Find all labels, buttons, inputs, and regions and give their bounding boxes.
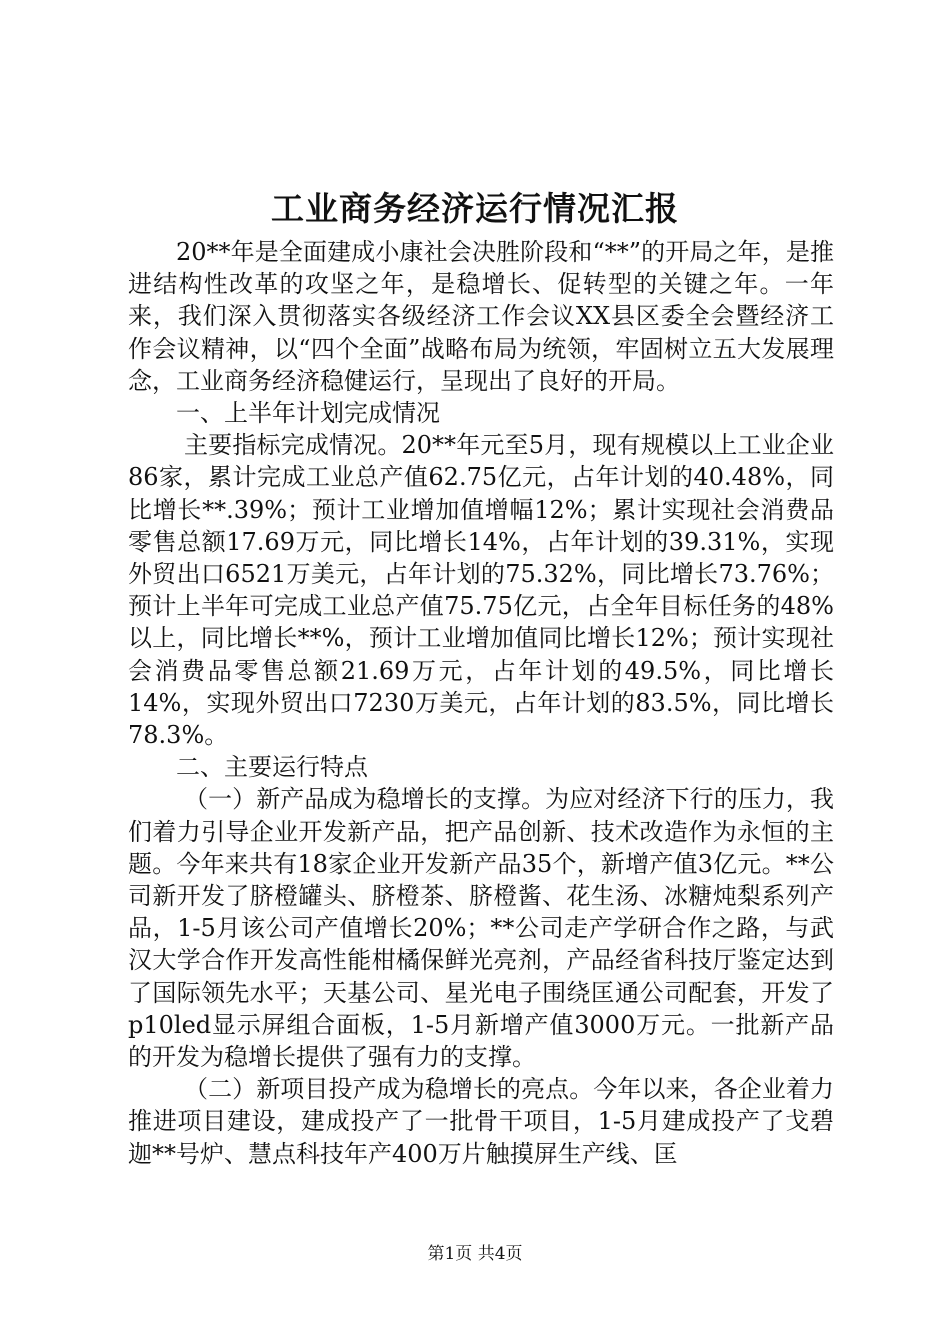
new-products-paragraph: （一）新产品成为稳增长的支撑。为应对经济下行的压力，我们着力引导企业开发新产品，把产品创新、技术改造作为永恒的主题。今年来共有18家企业开发新产品35个，新增产值3亿元。**公司新开发了脐橙罐头、脐橙茶、脐橙酱、花生汤、冰糖炖梨系列产品，1-5月该公司产值增长20%；**公司走产学研合作之路，与武汉大学合作开发高性能柑橘保鲜光亮剂，产品经省科技厅鉴定达到了国际领先水平；天基公司、星光电子围绕匡通公司配套，开发了p10led显示屏组合面板，1-5月新增产值3000万元。一批新产品的开发为稳增长提供了强有力的支撑。 (128, 785, 834, 1072)
section-heading-2: 二、主要运行特点 (176, 753, 368, 782)
page-number-footer: 第1页 共4页 (427, 1244, 523, 1264)
new-projects-paragraph: （二）新项目投产成为稳增长的亮点。今年以来，各企业着力推进项目建设，建成投产了一批骨干项目，1-5月建成投产了戈碧迦**号炉、慧点科技年产400万片触摸屏生产线、匡 (128, 1075, 834, 1168)
section-heading-1: 一、上半年计划完成情况 (176, 399, 440, 428)
document-title: 工业商务经济运行情况汇报 (271, 189, 679, 228)
indicators-paragraph: 主要指标完成情况。20**年元至5月，现有规模以上工业企业86家，累计完成工业总产值62.75亿元，占年计划的40.48%，同比增长**.39%；预计工业增加值增幅12%；累计实现社会消费品零售总额17.69万元，同比增长14%，占年计划的39.31%，实现外贸出口6521万美元，占年计划的75.32%，同比增长73.76%；预计上半年可完成工业总产值75.75亿元，占全年目标任务的48%以上，同比增长**%，预计工业增加值同比增长12%；预计实现社会消费品零售总额21.69万元，占年计划的49.5%，同比增长14%，实现外贸出口7230万美元，占年计划的83.5%，同比增长78.3%。 (128, 431, 834, 750)
document-body (128, 236, 834, 1170)
intro-paragraph: 20**年是全面建成小康社会决胜阶段和“**”的开局之年，是推进结构性改革的攻坚之年，是稳增长、促转型的关键之年。一年来，我们深入贯彻落实各级经济工作会议XX县区委全会暨经济工作会议精神，以“四个全面”战略布局为统领，牢固树立五大发展理念，工业商务经济稳健运行，呈现出了良好的开局。 (128, 238, 834, 395)
